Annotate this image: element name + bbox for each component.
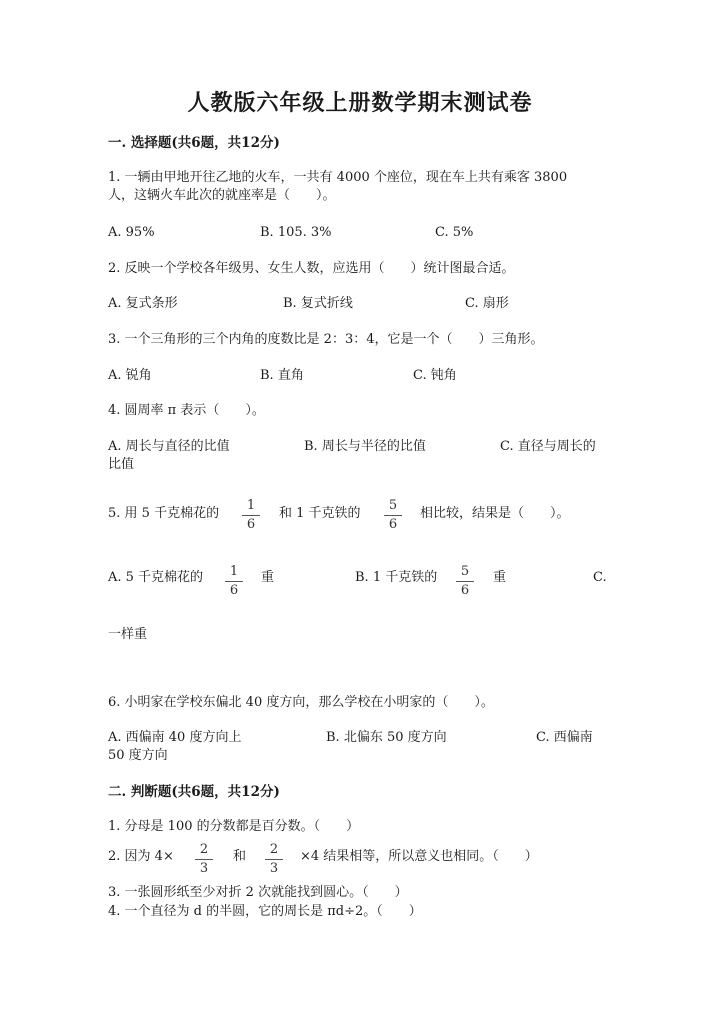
question-1-option-b: B. 105. 3%: [260, 225, 332, 240]
question-2-option-a: A. 复式条形: [108, 296, 178, 311]
question-1-text-cont: 人，这辆火车此次的就座率是（ ）。: [108, 188, 336, 203]
section-heading-judgement: 二. 判断题(共6题，共12分): [108, 784, 280, 800]
fraction-denominator: 6: [229, 583, 239, 598]
judgement-4-text: 4. 一个直径为 d 的半圆，它的周长是 πd÷2。（ ）: [108, 904, 422, 919]
fraction: [265, 843, 283, 876]
question-5-text-part3: 相比较，结果是（ ）。: [420, 506, 570, 521]
fraction: [225, 565, 243, 598]
question-4-option-a: A. 周长与直径的比值: [108, 439, 230, 454]
judgement-2-text-part3: ×4 结果相等，所以意义也相同。（ ）: [300, 849, 538, 864]
section-heading-choice: 一. 选择题(共6题，共12分): [108, 135, 280, 151]
fraction-numerator: 2: [195, 843, 213, 860]
question-6-option-b: B. 北偏东 50 度方向: [326, 730, 447, 745]
question-5-option-a-cont: 重: [261, 570, 275, 585]
fraction-denominator: 6: [246, 517, 256, 532]
question-4-option-c: C. 直径与周长的: [500, 439, 596, 454]
fraction-denominator: 6: [460, 583, 470, 598]
fraction: [456, 565, 474, 598]
judgement-1-text: 1. 分母是 100 的分数都是百分数。（ ）: [108, 819, 360, 834]
question-3-option-c: C. 钝角: [413, 368, 457, 383]
fraction: [195, 843, 213, 876]
fraction-numerator: 5: [456, 565, 474, 582]
fraction-numerator: 2: [265, 843, 283, 860]
fraction-numerator: 1: [225, 565, 243, 582]
fraction-denominator: 3: [269, 861, 279, 876]
fraction: [242, 499, 260, 532]
fraction-numerator: 5: [384, 499, 402, 516]
question-6-option-c: C. 西偏南: [536, 730, 593, 745]
question-2-option-b: B. 复式折线: [283, 296, 353, 311]
question-4-option-c-cont: 比值: [108, 457, 135, 472]
question-5-option-c: C.: [593, 570, 607, 585]
question-4-text: 4. 圆周率 π 表示（ ）。: [108, 403, 265, 418]
question-2-text: 2. 反映一个学校各年级男、女生人数，应选用（ ）统计图最合适。: [108, 261, 515, 276]
question-5-option-a: A. 5 千克棉花的: [108, 570, 204, 585]
question-3-option-b: B. 直角: [260, 368, 304, 383]
question-6-option-c-cont: 50 度方向: [108, 748, 168, 763]
fraction-denominator: 6: [388, 517, 398, 532]
question-5-option-c-cont: 一样重: [108, 627, 148, 642]
question-2-option-c: C. 扇形: [465, 296, 509, 311]
question-4-option-b: B. 周长与半径的比值: [304, 439, 426, 454]
question-5-option-b: B. 1 千克铁的: [355, 570, 438, 585]
fraction-denominator: 3: [199, 861, 209, 876]
question-1-option-c: C. 5%: [435, 225, 474, 240]
question-1-option-a: A. 95%: [108, 225, 155, 240]
question-5-option-b-cont: 重: [493, 570, 507, 585]
judgement-3-text: 3. 一张圆形纸至少对折 2 次就能找到圆心。（ ）: [108, 885, 408, 900]
question-3-option-a: A. 锐角: [108, 368, 152, 383]
question-3-text: 3. 一个三角形的三个内角的度数比是 2：3：4，它是一个（ ）三角形。: [108, 332, 544, 347]
question-6-option-a: A. 西偏南 40 度方向上: [108, 730, 242, 745]
question-1-text: 1. 一辆由甲地开往乙地的火车，一共有 4000 个座位，现在车上共有乘客 3800: [108, 170, 568, 185]
question-5-text-part2: 和 1 千克铁的: [279, 506, 361, 521]
fraction: [384, 499, 402, 532]
judgement-2-text-part2: 和: [233, 849, 247, 864]
question-5-text-part1: 5. 用 5 千克棉花的: [108, 506, 220, 521]
fraction-numerator: 1: [242, 499, 260, 516]
judgement-2-text-part1: 2. 因为 4×: [108, 849, 174, 864]
question-6-text: 6. 小明家在学校东偏北 40 度方向，那么学校在小明家的（ ）。: [108, 695, 494, 710]
page-title: 人教版六年级上册数学期末测试卷: [187, 90, 533, 116]
